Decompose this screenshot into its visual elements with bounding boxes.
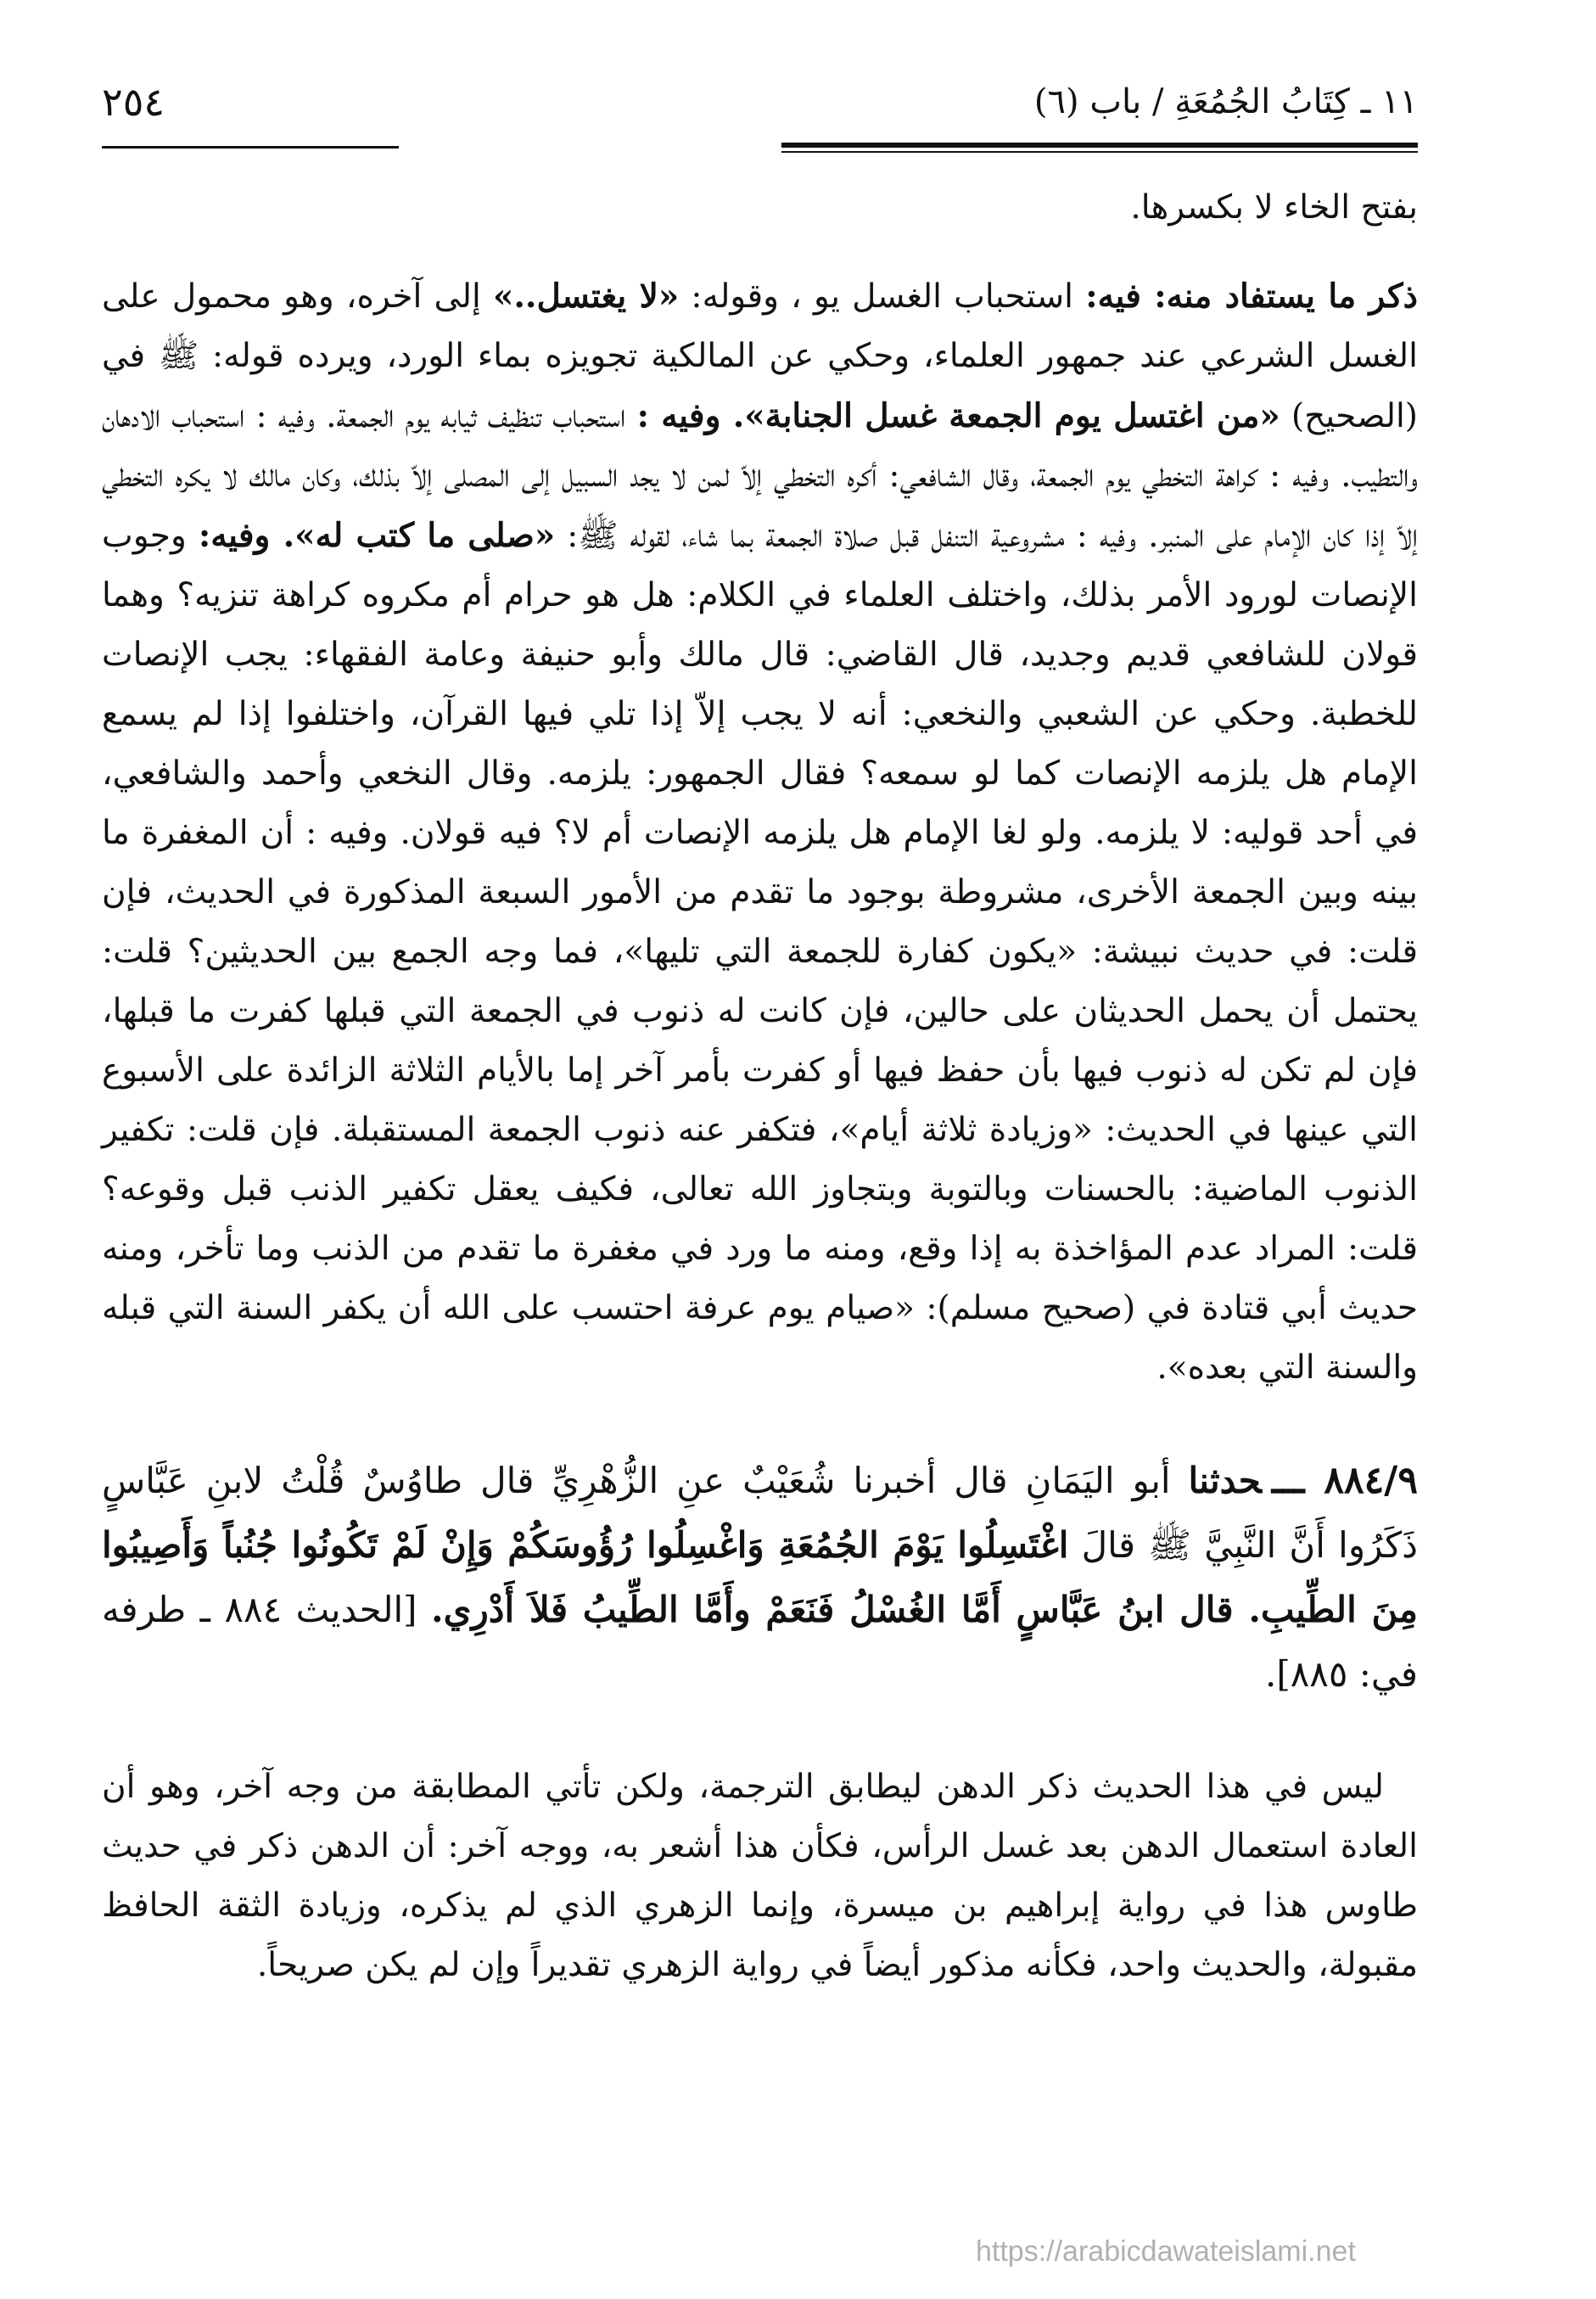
- page-body: [102, 178, 1418, 1995]
- paragraph-benefits: ذكر ما يستفاد منه: فيه: استحباب الغسل يو ، وقوله: «لا يغتسل..» إلى آخره، وهو محمول على الغسل الشرعي عند جمهور العلماء، وحكي عن المالكية تجويزه بماء الورد، ويرده قوله: ﷺ في (الصحيح) «من اغتسل يوم الجمعة غسل الجنابة». وفيه : استحباب تنظيف ثيابه يوم الجمعة. وفيه : استحباب الادهان والتطيب. وفيه : كراهة التخطي يوم الجمعة، وقال الشافعي: أكره التخطي إلاّ لمن لا يجد السبيل إلى المصلى إلاّ بذلك، وكان مالك لا يكره التخطي إلاّ إذا كان الإمام على المنبر. وفيه : مشروعية التنفل قبل صلاة الجمعة بما شاء، لقوله ﷺ: «صلى ما كتب له». وفيه: وجوب الإنصات لورود الأمر بذلك، واختلف العلماء في الكلام: هل هو حرام أم مكروه كراهة تنزيه؟ وهما قولان للشافعي قديم وجديد، قال القاضي: قال مالك وأبو حنيفة وعامة الفقهاء: يجب الإنصات للخطبة. وحكي عن الشعبي والنخعي: أنه لا يجب إلاّ إذا تلي فيها القرآن، واختلفوا إذا لم يسمع الإمام هل يلزمه الإنصات كما لو سمعه؟ فقال الجمهور: يلزمه. وقال النخعي وأحمد والشافعي، في أحد قوليه: لا يلزمه. ولو لغا الإمام هل يلزمه الإنصات أم لا؟ فيه قولان. وفيه : أن المغفرة ما بينه وبين الجمعة الأخرى، مشروطة بوجود ما تقدم من الأمور السبعة المذكورة في الحديث، فإن قلت: في حديث نبيشة: «يكون كفارة للجمعة التي تليها»، فما وجه الجمع بين الحديثين؟ قلت: يحتمل أن يحمل الحديثان على حالين، فإن كانت له ذنوب في الجمعة التي قبلها كفرت ما قبلها، فإن لم تكن له ذنوب فيها بأن حفظ فيها أو كفرت بأمر آخر إما بالأيام الثلاثة الزائدة على الأسبوع التي عينها في الحديث: «وزيادة ثلاثة أيام»، فتكفر عنه ذنوب الجمعة المستقبلة. فإن قلت: تكفير الذنوب الماضية: بالحسنات وبالتوبة وبتجاوز الله تعالى، فكيف يعقل تكفير الذنب قبل وقوعه؟ قلت: المراد عدم المؤاخذة به إذا وقع، ومنه ما ورد في مغفرة ما تقدم من الذنب وما تأخر، ومنه حديث أبي قتادة في (صحيح مسلم): «صيام يوم عرفة احتسب على الله أن يكفر السنة التي قبله والسنة التي بعده».: [102, 277, 1419, 1387]
- hadith-matn: اغْتَسِلُوا يَوْمَ الجُمُعَةِ وَاغْسِلُوا رُؤُوسَكُمْ وَإِنْ لَمْ تَكُونُوا جُنُباً وَأَصِيبُوا مِنَ الطِّيبِ. قال ابنُ عَبَّاسٍ أَمَّا الغُسْلُ فَنَعَمْ وأَمَّا الطِّيبُ فَلاَ أَدْرِي.: [102, 1524, 1418, 1630]
- page-header: [102, 68, 1418, 127]
- paragraph-commentary: ليس في هذا الحديث ذكر الدهن ليطابق الترجمة، ولكن تأتي المطابقة من وجه آخر، وهو أن العادة استعمال الدهن بعد غسل الرأس، فكأن هذا أشعر به، ووجه آخر: أن الدهن ذكر في حديث طاوس هذا في رواية إبراهيم بن ميسرة، وإنما الزهري الذي لم يذكره، وزيادة الثقة الحافظ مقبولة، والحديث واحد، فكأنه مذكور أيضاً في رواية الزهري تقديراً وإن لم يكن صريحاً.: [102, 1768, 1418, 1984]
- hadith-text: [102, 1449, 1418, 1707]
- header-rule-right: [781, 143, 1418, 153]
- watermark-url: https://arabicdawateislami.net: [976, 2235, 1356, 2268]
- paragraph-1: بفتح الخاء لا بكسرها.: [1130, 188, 1418, 227]
- hadith-number: ٨٨٤/٩ ـــ: [1271, 1459, 1418, 1502]
- running-title: ١١ ـ كِتَابُ الجُمُعَةِ / باب (٦): [1033, 82, 1418, 121]
- hadith-reference: [الحديث ٨٨٤ ـ طرفه في: ٨٨٥].: [102, 1589, 1418, 1695]
- hadith-isnad: أبو اليَمَانِ قال أخبرنا شُعَيْبٌ عنِ الزُّهْرِيِّ قال طاوُسٌ قُلْتُ لابنِ عَبَّاسٍ ذَكَرُوا أَنَّ النَّبِيَّ ﷺ قالَ: [102, 1460, 1418, 1566]
- hadith-lead: حدثنا: [1188, 1460, 1262, 1501]
- header-rule-left: [102, 146, 399, 149]
- page-number: ٢٥٤: [102, 79, 165, 125]
- section-lead: ذكر ما يستفاد منه: فيه:: [1085, 277, 1418, 316]
